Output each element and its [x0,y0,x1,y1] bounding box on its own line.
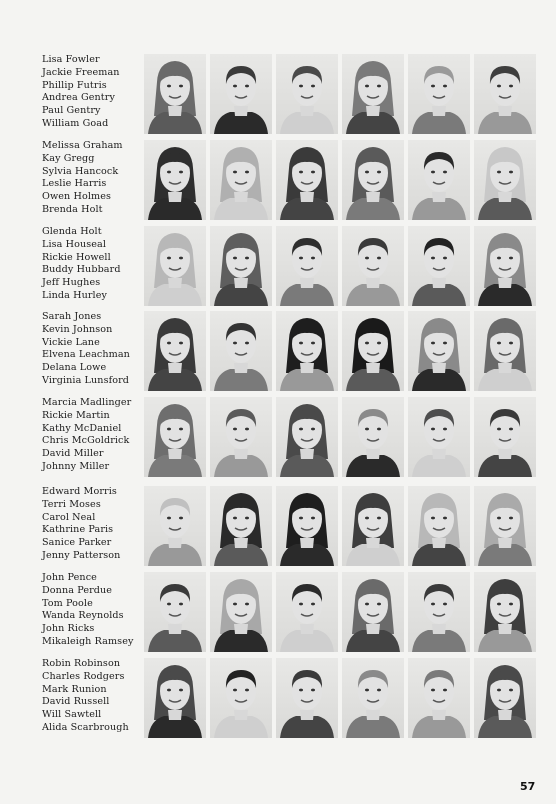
student-name: Lisa Houseal [42,238,107,250]
student-name: Virginia Lunsford [42,374,130,386]
student-name: Donna Perdue [42,584,113,596]
student-name: Jeff Hughes [42,277,101,289]
name-list [42,54,142,131]
student-name: Glenda Holt [42,226,102,237]
student-name: Elvena Leachman [42,349,130,361]
student-portrait [276,226,338,306]
student-name: Phillip Futris [42,79,107,91]
student-portrait [210,140,272,220]
class-row [0,572,556,652]
student-name: Paul Gentry [42,105,101,117]
student-portrait [276,397,338,477]
student-name: Chris McGoldrick [42,435,130,447]
student-name: Will Sawtell [42,709,102,721]
student-portrait [342,226,404,306]
name-list [42,486,142,563]
student-portrait [144,54,206,134]
student-portrait [276,140,338,220]
student-portrait [474,397,536,477]
student-name: Buddy Hubbard [42,264,121,276]
student-name: Charles Rodgers [42,670,125,682]
student-name: Vickie Lane [42,336,100,348]
student-portrait [342,397,404,477]
student-portrait [210,311,272,391]
student-portrait [408,658,470,738]
student-portrait [210,658,272,738]
student-name: Kathy McDaniel [42,422,122,434]
student-name: Owen Holmes [42,191,111,203]
student-name: Tom Poole [42,597,93,609]
student-portrait [276,658,338,738]
student-portrait [144,140,206,220]
class-row [0,397,556,477]
student-name: Rickie Martin [42,409,110,421]
student-name: Kathrine Paris [42,524,114,536]
student-name: Linda Hurley [42,289,108,301]
student-portrait [474,486,536,566]
student-portrait [210,226,272,306]
student-name: Sanice Parker [42,537,112,549]
student-portrait [474,572,536,652]
class-row [0,658,556,738]
student-portrait [474,54,536,134]
student-name: Delana Lowe [42,362,107,374]
student-portrait [408,572,470,652]
student-name: Lisa Fowler [42,54,100,65]
student-name: Andrea Gentry [42,92,115,104]
student-portrait [408,486,470,566]
page-number: 57 [520,780,536,793]
student-portrait [408,397,470,477]
student-name: Jenny Patterson [42,549,121,561]
student-name: David Miller [42,448,104,460]
name-list [42,572,142,649]
student-name: Sylvia Hancock [42,165,119,177]
student-name: John Pence [42,572,97,583]
name-list [42,140,142,217]
student-portrait [342,140,404,220]
student-portrait [474,226,536,306]
class-row [0,226,556,306]
student-name: Sarah Jones [42,311,102,322]
student-portrait [342,486,404,566]
student-name: William Goad [42,117,109,129]
student-name: Terri Moses [42,498,101,510]
class-row [0,54,556,134]
student-portrait [144,397,206,477]
student-name: Marcia Madlinger [42,397,132,408]
student-portrait [474,658,536,738]
student-name: Rickie Howell [42,251,111,263]
class-row [0,311,556,391]
student-portrait [210,397,272,477]
student-portrait [408,54,470,134]
student-name: Leslie Harris [42,178,107,190]
student-name: Jackie Freeman [42,66,120,78]
student-portrait [408,140,470,220]
student-portrait [474,140,536,220]
student-portrait [144,658,206,738]
student-name: Kevin Johnson [42,323,113,335]
student-name: Alida Scarbrough [42,721,129,733]
student-portrait [276,486,338,566]
student-name: David Russell [42,696,110,708]
student-portrait [474,311,536,391]
student-name: Robin Robinson [42,658,121,669]
student-name: Mikaleigh Ramsey [42,635,134,647]
student-portrait [342,658,404,738]
name-list [42,226,142,303]
student-portrait [144,311,206,391]
student-portrait [342,572,404,652]
student-portrait [144,226,206,306]
student-name: Mark Runion [42,683,107,695]
name-list [42,658,142,735]
student-portrait [210,54,272,134]
student-portrait [144,572,206,652]
student-name: Carol Neal [42,511,96,523]
student-portrait [210,486,272,566]
student-name: Brenda Holt [42,203,103,215]
student-portrait [408,226,470,306]
student-name: Johnny Miller [42,460,110,472]
student-portrait [276,311,338,391]
student-portrait [144,486,206,566]
student-portrait [342,54,404,134]
student-name: Wanda Reynolds [42,610,124,622]
student-name: John Ricks [42,623,95,635]
student-portrait [210,572,272,652]
name-list [42,397,142,474]
student-portrait [342,311,404,391]
student-portrait [276,572,338,652]
class-row [0,486,556,566]
student-portrait [276,54,338,134]
student-name: Kay Gregg [42,152,95,164]
student-name: Edward Morris [42,486,117,497]
name-list [42,311,142,388]
student-portrait [408,311,470,391]
class-row [0,140,556,220]
student-name: Melissa Graham [42,140,123,151]
